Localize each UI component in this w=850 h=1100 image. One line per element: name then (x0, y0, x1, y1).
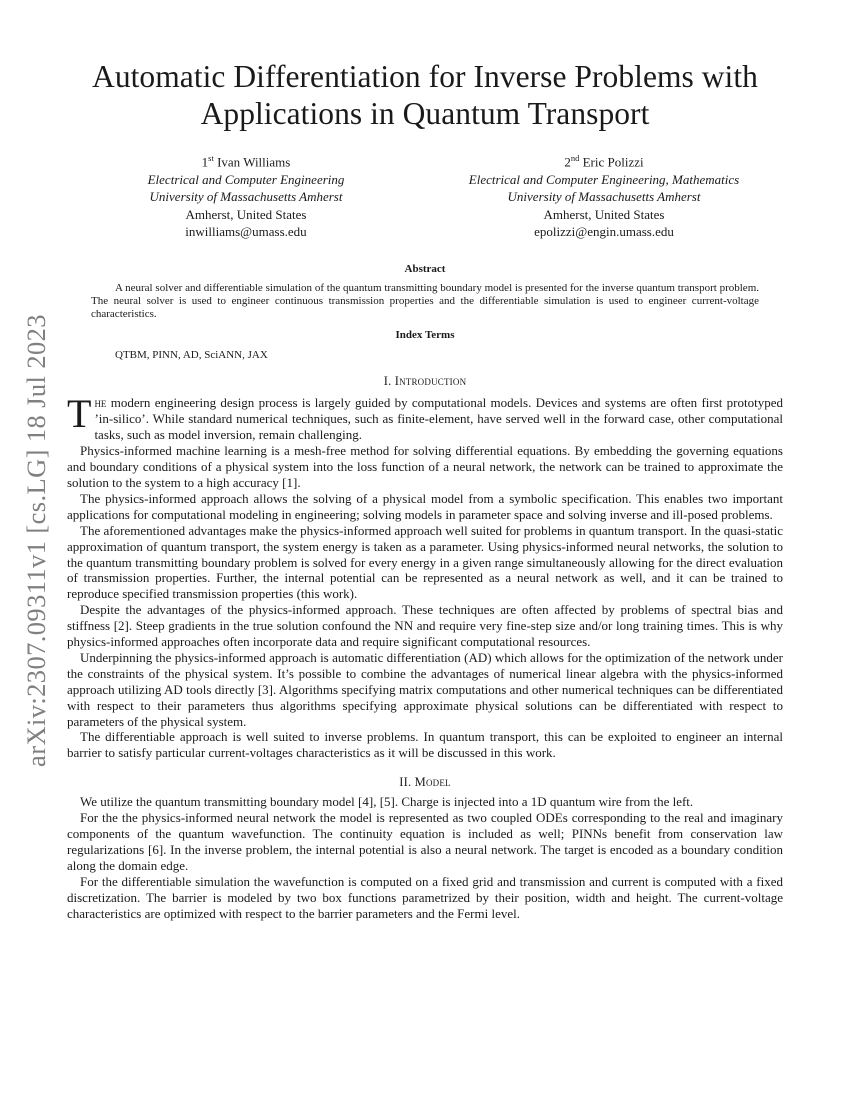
author-1-name-line (67, 150, 425, 171)
intro-paragraph-2: Physics-informed machine learning is a mesh-free method for solving differential equations. By embedding the governing equations and boundary conditions of a physical system into the loss function of a neural network, the network can be trained to approximate the solution to the system to a high accuracy [1]. (67, 443, 783, 490)
author-2-name: Eric Polizzi (582, 154, 644, 170)
abstract-heading: Abstract (404, 262, 446, 275)
author-2-name-line (425, 150, 783, 171)
author-2-university: University of Massachusetts Amherst (507, 189, 701, 205)
author-1-email: inwilliams@umass.edu (185, 224, 307, 240)
title-line-1: Automatic Differentiation for Inverse Problems with (92, 59, 758, 94)
author-2-department: Electrical and Computer Engineering, Mathematics (468, 171, 740, 187)
paper-page (67, 58, 783, 922)
index-terms-list: QTBM, PINN, AD, SciANN, JAX (115, 349, 268, 362)
index-terms-heading: Index Terms (395, 329, 455, 342)
intro-lead-smallcaps: he (94, 395, 107, 411)
author-2 (425, 150, 783, 241)
section-heading-model (67, 775, 783, 790)
author-2-ordinal-suffix: nd (570, 153, 580, 163)
author-block (67, 150, 783, 241)
author-1 (67, 150, 425, 241)
intro-paragraph-7: The differentiable approach is well suited to inverse problems. In quantum transport, this can be exploited to engineer an internal barrier to satisfy particular current-voltages characteristics as it will be discussed in this work. (67, 729, 783, 761)
section-heading-introduction (67, 374, 783, 389)
author-1-ordinal: 1 (201, 154, 209, 170)
author-1-location: Amherst, United States (185, 206, 307, 222)
author-2-location: Amherst, United States (543, 206, 665, 222)
author-1-department: Electrical and Computer Engineering (147, 171, 345, 187)
intro-paragraph-1-text: modern engineering design process is largely guided by computational models. Devices and systems are often first prototyped ’in-silico’. While standard numerical techniques, such as finite-element, have served well in the forward case, other computational tasks, such as model inversion, remain challenging. (94, 395, 783, 443)
drop-cap-letter: T (67, 391, 92, 437)
intro-paragraph-6: Underpinning the physics-informed approach is automatic differentiation (AD) which allows for the optimization of the network under the constraints of the physical system. It’s possible to combine the advantages of numerical linear algebra with the physics-informed approach utilizing AD tools directly [3]. Algorithms specifying matrix computations and other numerical techniques can be differentiated with respect to their parameters thus algorithms specifying approximate physical solutions can be differentiated with respect to parameters of the physical system. (67, 649, 783, 729)
title-line-2: Applications in Quantum Transport (200, 96, 650, 131)
paper-title (67, 58, 783, 132)
abstract-body: A neural solver and differentiable simulation of the quantum transmitting boundary model is presented for the inverse quantum transport problem. The neural solver is used to engineer continuous transmission properties and the differentiable simulation is used to engineer current-voltage characteristics. (91, 281, 759, 321)
author-1-ordinal-suffix: st (208, 153, 214, 163)
author-1-name: Ivan Williams (217, 154, 291, 170)
intro-paragraph-1 (67, 391, 783, 443)
section-1-number: I. (383, 374, 395, 389)
intro-paragraph-4: The aforementioned advantages make the physics-informed approach well suited for problems in quantum transport. In the quasi-static approximation of quantum transport, the system energy is taken as a parameter. Using physics-informed neural networks, the solution to the quantum transmitting boundary problem is solved for every energy in a given range simultaneously allowing for the direct evaluation of transmission properties. Further, the internal potential can be represented as a neural network as well, and it can be trained to reproduce specified transmission properties (this work). (67, 522, 783, 602)
author-1-university: University of Massachusetts Amherst (149, 189, 343, 205)
intro-paragraph-5: Despite the advantages of the physics-informed approach. These techniques are often affected by problems of spectral bias and stiffness [2]. Steep gradients in the true solution confound the NN and require very fine-step size and/or long training times. This is why physics-informed approaches often incorporate data and require significant computational resources. (67, 602, 783, 650)
section-1-name: Introduction (394, 374, 467, 389)
author-2-email: epolizzi@engin.umass.edu (534, 224, 674, 240)
arxiv-identifier-stamp (16, 300, 56, 780)
model-paragraph-3: For the differentiable simulation the wavefunction is computed on a fixed grid and transmission and current is computed with a fixed discretization. The barrier is modeled by two box functions parametrized by their position, width and height. The current-voltage characteristics are optimized with respect to the barrier parameters and the Fermi level. (67, 873, 783, 921)
intro-paragraph-3: The physics-informed approach allows the solving of a physical model from a symbolic specification. This enables two important applications for computational modeling in engineering; solving models in parameter space and solving inverse and ill-posed problems. (67, 490, 783, 522)
section-2-name: Model (414, 775, 451, 790)
model-paragraph-2: For the the physics-informed neural network the model is represented as two coupled ODEs corresponding to the real and imaginary components of the quantum wavefunction. The continuity equation is included as well; PINNs benefit from conservation law regularizations [6]. In the inverse problem, the internal potential is also a neural network. The target is encoded as a boundary condition along the domain edge. (67, 810, 783, 873)
arxiv-stamp-text: arXiv:2307.09311v1 [cs.LG] 18 Jul 2023 (20, 313, 51, 767)
author-2-ordinal: 2 (564, 154, 571, 170)
section-2-number: II. (399, 775, 415, 790)
model-paragraph-1: We utilize the quantum transmitting boundary model [4], [5]. Charge is injected into a 1D quantum wire from the left. (80, 794, 694, 810)
